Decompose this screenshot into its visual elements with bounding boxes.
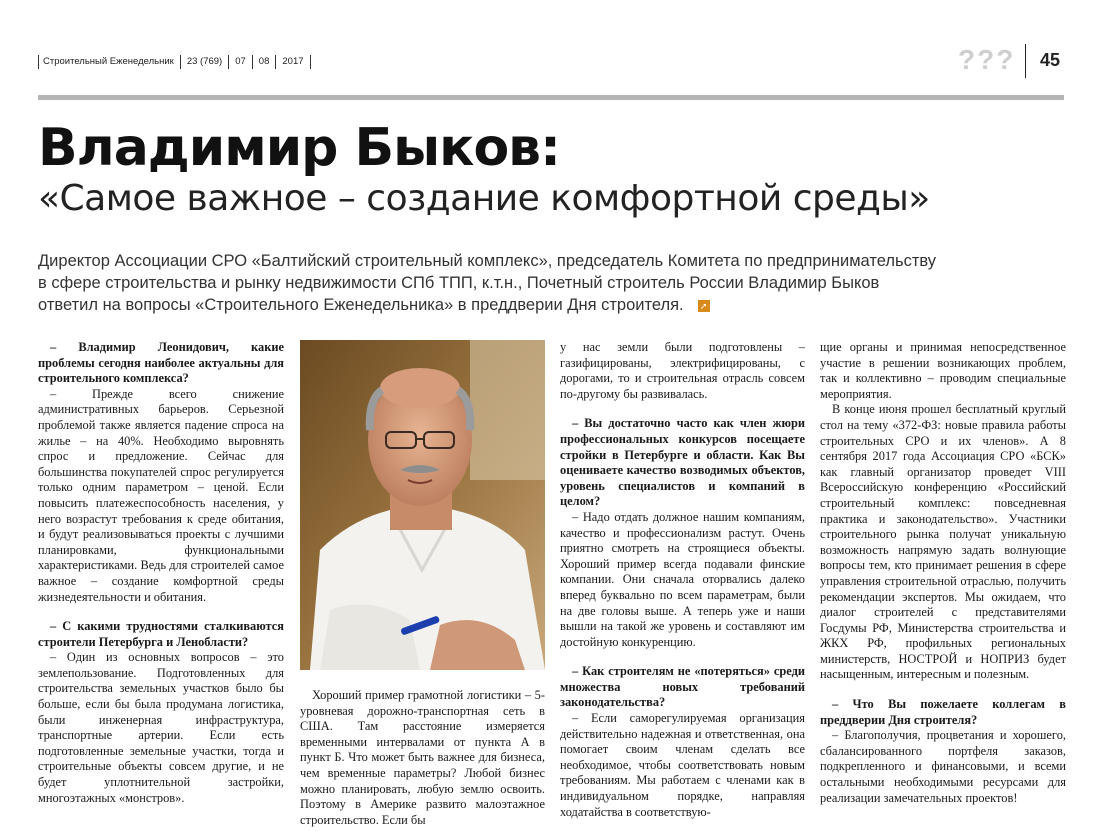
article-lead xyxy=(38,250,1038,316)
issue-info-bar xyxy=(38,52,311,72)
article-column-2 xyxy=(300,688,545,828)
article-column-3 xyxy=(560,340,805,820)
page-number: 45 xyxy=(1040,50,1061,70)
interview-question: – Как строителям не «потеряться» среди множества новых требований законодательства? xyxy=(560,664,805,710)
issue-month: 08 xyxy=(252,55,276,69)
lead-line-text: ответил на вопросы «Строительного Еженедельника» в преддверии Дня строителя. xyxy=(38,296,684,314)
continue-arrow-icon: ➚ xyxy=(698,300,710,312)
article-subtitle: «Самое важное – создание комфортной среды» xyxy=(38,178,930,219)
portrait-photo xyxy=(300,340,545,670)
interview-answer: – Если саморегулируемая организация действительно надежная и ответственная, она помогает своим членам сделать все необходимое, чтобы соответствовать новым требованиям. Мы работаем с членами как в индивидуальном порядке, направляя ходатайства в соответствую- xyxy=(560,711,805,819)
publication-name: Строительный Еженедельник xyxy=(38,55,180,69)
issue-day: 07 xyxy=(228,55,252,69)
interview-question: – Вы достаточно часто как член жюри профессиональных конкурсов посещаете стройки в Петербурге и области. Как Вы оцениваете качество возводимых объектов, уровень специалистов и компаний в целом? xyxy=(560,416,805,509)
interview-answer: – Прежде всего снижение административных барьеров. Серьезной проблемой также является падение спроса на жилье – на 40%. Необходимо выровнять спрос и предложение. Сейчас для большинства покупателей спрос регулируется только одним параметром – ценой. Если повысить платежеспособность населения, у него возрастут требования к среде обитания, и будут реализовываться проекты с лучшими планировками, функциональными характеристиками. Ведь для строителей самое важное – создание комфортной среды жизнедеятельности и обитания. xyxy=(38,386,284,604)
interview-answer: – Надо отдать должное нашим компаниям, качество и профессионализм растут. Очень приятно смотреть на строящиеся объекты. Хороший пример всегда подавали финские компании. Они сначала оторвались далеко вперед буквально по всем параметрам, были на две головы выше. А теперь уже и наши вышли на такой же уровень и составляют им достойную конкуренцию. xyxy=(560,509,805,649)
lead-line: в сфере строительства и рынку недвижимости СПб ТПП, к.т.н., Почетный строитель России Владимир Быков xyxy=(38,274,880,292)
issue-year: 2017 xyxy=(275,55,310,69)
interview-answer: – Один из основных вопросов – это землепользование. Подготовленных для строительства земельных участков было бы больше, если бы была продумана логистика, были инженерная инфраструктура, транспортные артерии. Если есть подготовленные земельные участки, тогда и строительные объекты совсем другие, и не будет уплотнительной застройки, многоэтажных «монстров». xyxy=(38,650,284,805)
page-divider xyxy=(1025,44,1026,78)
portrait-illustration xyxy=(300,340,545,670)
interview-question: – Владимир Леонидович, какие проблемы сегодня наиболее актуальны для строительного комплекса? xyxy=(38,340,284,386)
section-mark: ??? xyxy=(958,44,1016,75)
interview-question: – С какими трудностями сталкиваются строители Петербурга и Ленобласти? xyxy=(38,619,284,649)
article-paragraph: Хороший пример грамотной логистики – 5-уровневая дорожно-транспортная сеть в США. Там расстояние измеряется временными интервалами от пункта А в пункт Б. Что может быть важнее для бизнеса, чем временные параметры? Любой бизнес можно планировать, любую землю освоить. Поэтому в Америке развито малоэтажное строительство. Если бы xyxy=(300,688,545,827)
header-rule xyxy=(38,95,1064,100)
article-paragraph: щие органы и принимая непосредственное участие в решении возникающих проблем, так и коллективно – проводим специальные мероприятия. xyxy=(820,340,1066,401)
article-paragraph: у нас земли были подготовлены – газифицированы, электрифицированы, с дорогами, то и строительная отрасль совсем по-другому бы развивалась. xyxy=(560,340,805,401)
article-paragraph: В конце июня прошел бесплатный круглый стол на тему «372-ФЗ: новые правила работы строительных СРО и их членов». А 8 сентября 2017 года Ассоциация СРО «БСК» как главный организатор проведет VIII Всероссийскую конференцию «Российский строительный комплекс: повседневная практика и законодательство». Участники строительного рынка получат уникальную возможность напрямую задать волнующие вопросы тем, кто принимает решения в сфере управления строительной отраслью, получить рекомендации экспертов. Мы ожидаем, что диалог строителей с представителями Госдумы РФ, Министерства строительства и ЖКХ РФ, профильных региональных министерств, НОСТРОЙ и НОПРИЗ будет насыщенным, интересным и полезным. xyxy=(820,402,1066,682)
lead-line xyxy=(38,294,1038,316)
article-title: Владимир Быков: xyxy=(38,118,560,178)
article-column-1 xyxy=(38,340,284,806)
lead-line: Директор Ассоциации СРО «Балтийский строительный комплекс», председатель Комитета по предпринимательству xyxy=(38,252,937,270)
issue-number: 23 (769) xyxy=(180,55,228,69)
article-column-4 xyxy=(820,340,1066,806)
interview-answer: – Благополучия, процветания и хорошего, сбалансированного портфеля заказов, подкрепленного и финансовыми, и всеми остальными необходимыми ресурсами для реализации замечательных проектов! xyxy=(820,728,1066,805)
interview-question: – Что Вы пожелаете коллегам в преддверии Дня строителя? xyxy=(820,697,1066,727)
